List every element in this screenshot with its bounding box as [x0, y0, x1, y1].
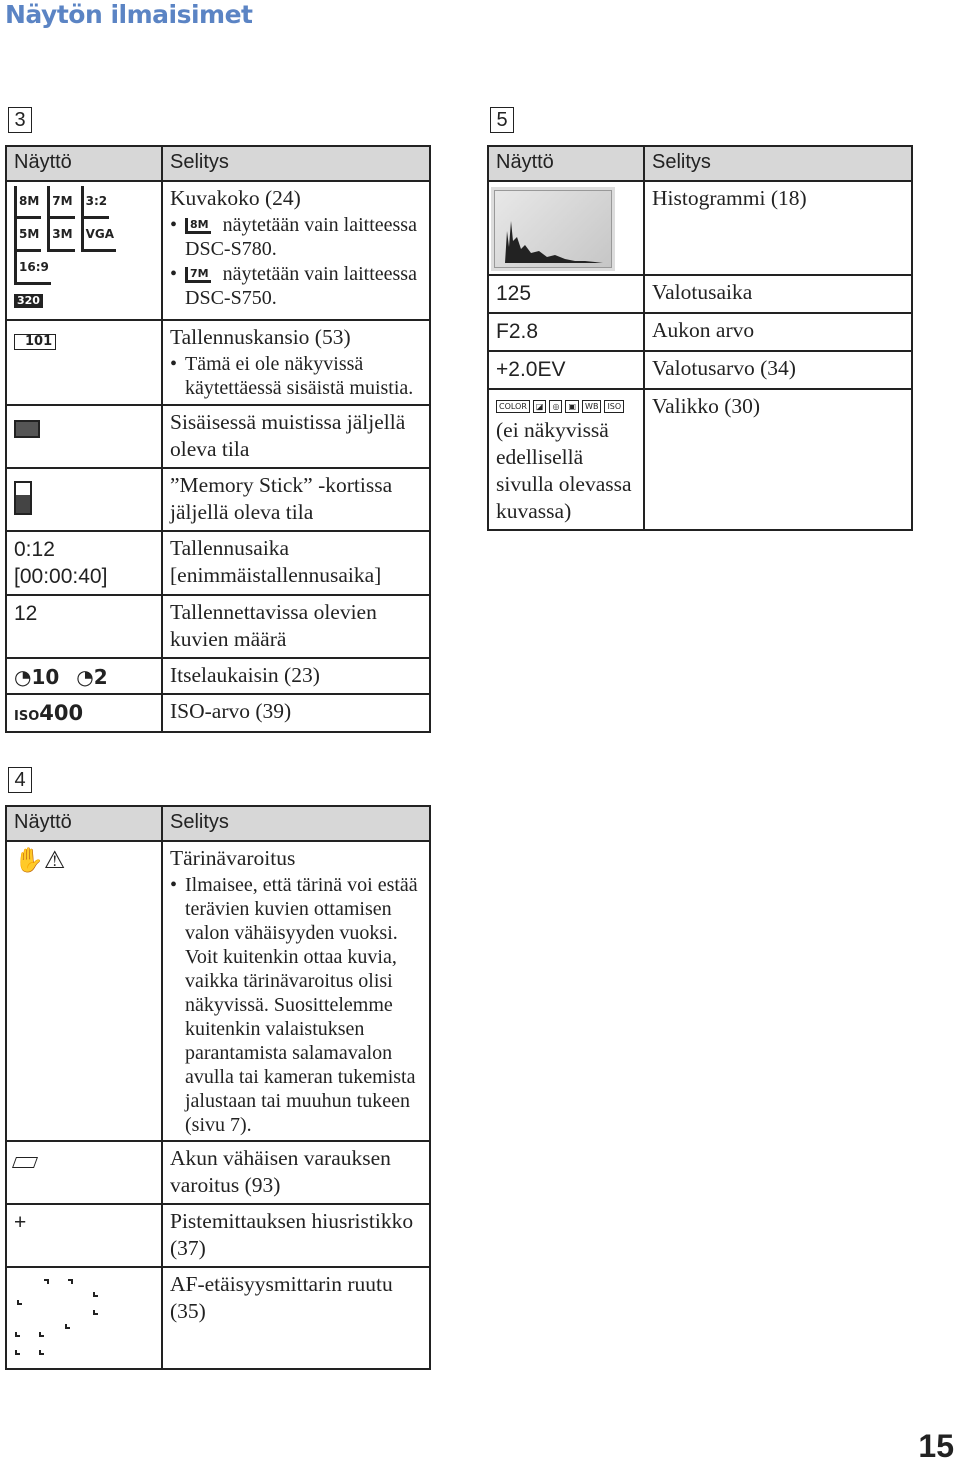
row-description: Histogrammi (18): [652, 186, 807, 210]
table-row: [6, 841, 430, 1141]
page-title: Näytön ilmaisimet: [5, 0, 253, 29]
size-8m-icon: 8M: [185, 218, 211, 234]
table-row: [6, 181, 430, 320]
row-description: Tärinävaroitus: [170, 846, 296, 870]
table-row: [488, 313, 912, 351]
iso-400-icon: ISO400: [14, 701, 84, 726]
size-3-2-icon: 3:2: [81, 186, 110, 219]
section-number-4: 4: [8, 767, 32, 793]
col-header-display: Näyttö: [6, 806, 162, 841]
histogram-graph: [495, 191, 611, 267]
row-description: Tallennusaika [enimmäistallennusaika]: [170, 536, 382, 587]
row-description: Aukon arvo: [652, 318, 755, 342]
table-row: [488, 275, 912, 313]
table-row: [6, 658, 430, 694]
camera-shake-warning-icon: ✋⚠: [14, 846, 66, 875]
recording-time-value: 0:12 [00:00:40]: [14, 538, 108, 588]
table-row: [6, 1141, 430, 1204]
metering-menu-icon: ▣: [565, 400, 579, 413]
image-size-icons: [6, 181, 162, 320]
menu-note: (ei näkyvissä edellisellä sivulla olevassa kuvassa): [496, 418, 632, 523]
self-timer-2-icon: ◔2: [76, 664, 108, 689]
bullet-item: • 7M näytetään vain laitteessa DSC-S750.: [170, 262, 422, 310]
section-number-3: 3: [8, 107, 32, 133]
image-count-value: 12: [14, 602, 38, 625]
size-5m-icon: 5M: [14, 219, 41, 252]
table-row: [6, 595, 430, 658]
table-row: [6, 694, 430, 732]
row-description: Valotusarvo (34): [652, 356, 796, 380]
shutter-speed-value: 125: [496, 282, 532, 305]
row-description: Pistemittauksen hiusristikko (37): [170, 1209, 414, 1260]
table-row: [6, 405, 430, 468]
table-row: [6, 320, 430, 405]
row-description: Valikko (30): [652, 394, 761, 418]
col-header-description: Selitys: [644, 146, 912, 181]
col-header-display: Näyttö: [6, 146, 162, 181]
row-description: Akun vähäisen varauksen varoitus (93): [170, 1146, 391, 1197]
table-row: [488, 181, 912, 275]
col-header-display: Näyttö: [488, 146, 644, 181]
size-3m-icon: 3M: [47, 219, 74, 252]
row-description: Tallennuskansio (53): [170, 325, 351, 349]
table-row: [6, 1267, 430, 1369]
table-row: [6, 1204, 430, 1267]
page-number: 15: [918, 1428, 954, 1464]
bullet-item: • Tämä ei ole näkyvissä käytettäessä sisäistä muistia.: [170, 352, 422, 400]
focus-menu-icon: ◎: [549, 400, 562, 413]
table-row: [488, 389, 912, 530]
folder-icon: 101: [14, 334, 56, 350]
col-header-description: Selitys: [162, 806, 430, 841]
row-description: Sisäisessä muistissa jäljellä oleva tila: [170, 410, 406, 461]
col-header-description: Selitys: [162, 146, 430, 181]
row-description: Itselaukaisin (23): [170, 663, 320, 687]
table-row: [6, 531, 430, 595]
aperture-value: F2.8: [496, 320, 539, 343]
bullet-item: • 8M näytetään vain laitteessa DSC-S780.: [170, 213, 422, 261]
histogram-icon: [494, 190, 612, 268]
af-range-finder-frame-icon: [14, 1272, 114, 1356]
wb-menu-icon: WB: [582, 400, 601, 413]
color-menu-icon: COLOR: [496, 400, 530, 413]
exposure-value: +2.0EV: [496, 358, 566, 381]
section-number-5: 5: [490, 107, 514, 133]
menu-icons-strip: [496, 400, 636, 413]
row-description: AF-etäisyysmittarin ruutu (35): [170, 1272, 393, 1323]
internal-memory-icon: [14, 420, 40, 438]
bullet-item: • Ilmaisee, että tärinä voi estää terävien kuvien ottamisen valon vähäisyyden vuoksi. Voit kuitenkin ottaa kuvia, vaikka tärinävaroitus olisi näkyvissä. Suosittelemme kuitenkin valaistuksen parantamista salamavalon avulla tai kameran tukemista jalustaan tai muuhun tukeen (sivu 7).: [170, 873, 422, 1137]
row-description: ”Memory Stick” -kortissa jäljellä oleva tila: [170, 473, 393, 524]
table-section-4: [5, 805, 431, 1370]
exposure-menu-icon: ◪: [533, 400, 547, 413]
table-row: [488, 351, 912, 389]
low-battery-icon: [12, 1157, 38, 1168]
size-8m-icon: 8M: [14, 186, 41, 219]
size-7m-icon: 7M: [185, 267, 211, 283]
spot-metering-crosshair-icon: +: [14, 1211, 27, 1234]
size-16-9-icon: 16:9: [14, 252, 51, 285]
size-vga-icon: VGA: [81, 219, 116, 252]
row-description: ISO-arvo (39): [170, 699, 292, 723]
memory-stick-icon: [14, 481, 32, 515]
row-description: Tallennettavissa olevien kuvien määrä: [170, 600, 377, 651]
self-timer-10-icon: ◔10: [14, 664, 60, 689]
size-320-icon: 320: [14, 294, 43, 308]
size-7m-icon: 7M: [47, 186, 74, 219]
row-description: Kuvakoko (24): [170, 186, 301, 210]
table-row: [6, 468, 430, 531]
row-description: Valotusaika: [652, 280, 753, 304]
table-section-3: [5, 145, 431, 733]
table-section-5: [487, 145, 913, 531]
iso-menu-icon: ISO: [604, 400, 624, 413]
